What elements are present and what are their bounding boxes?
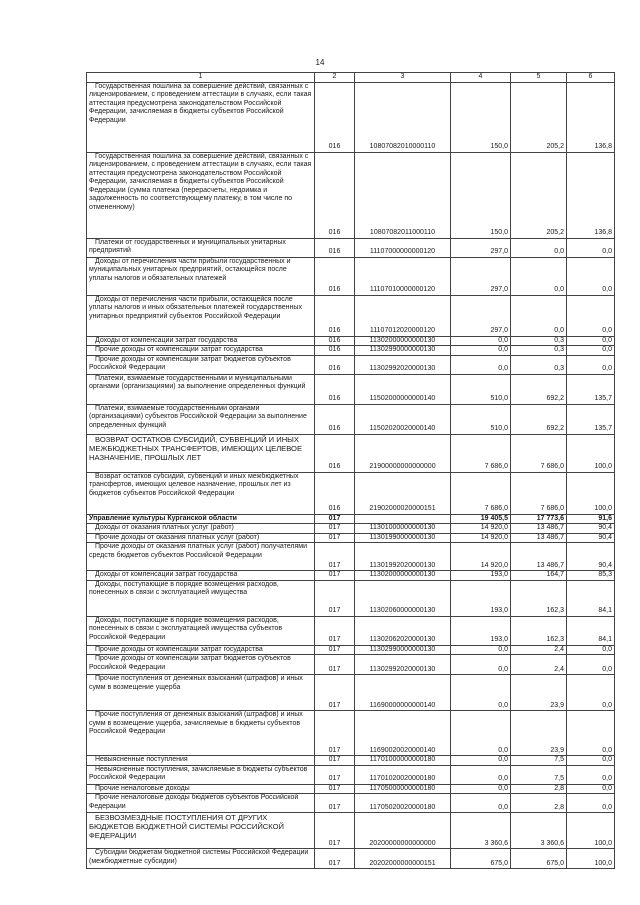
percent-cell: 90,4 — [567, 533, 615, 543]
classification-code-cell: 11302990000000130 — [355, 645, 451, 655]
classification-code-cell: 10807082011000110 — [355, 152, 451, 238]
plan-cell: 510,0 — [451, 404, 511, 434]
name-cell: Прочие доходы от компенсации затрат государства — [87, 645, 315, 655]
fact-cell: 0,3 — [511, 346, 567, 356]
plan-cell: 297,0 — [451, 295, 511, 336]
fact-cell: 692,2 — [511, 404, 567, 434]
fact-cell: 13 486,7 — [511, 533, 567, 543]
name-cell: Прочие неналоговые доходы бюджетов субъектов Российской Федерации — [87, 794, 315, 813]
revenue-table — [86, 72, 615, 869]
table-row — [87, 571, 615, 581]
admin-code-cell: 016 — [315, 257, 355, 295]
name-cell: БЕЗВОЗМЕЗДНЫЕ ПОСТУПЛЕНИЯ ОТ ДРУГИХ БЮДЖЕТОВ БЮДЖЕТНОЙ СИСТЕМЫ РОССИЙСКОЙ ФЕДЕРАЦИИ — [87, 813, 315, 849]
name-cell: ВОЗВРАТ ОСТАТКОВ СУБСИДИЙ, СУБВЕНЦИЙ И ИНЫХ МЕЖБЮДЖЕТНЫХ ТРАНСФЕРТОВ, ИМЕЮЩИХ ЦЕЛЕВОЕ НАЗНАЧЕНИЕ, ПРОШЛЫХ ЛЕТ — [87, 434, 315, 472]
percent-cell: 84,1 — [567, 616, 615, 645]
name-cell: Субсидии бюджетам бюджетной системы Российской Федерации (межбюджетные субсидии) — [87, 849, 315, 869]
table-row — [87, 257, 615, 295]
fact-cell: 7,5 — [511, 765, 567, 784]
table-row — [87, 533, 615, 543]
classification-code-cell: 11301990000000130 — [355, 533, 451, 543]
admin-code-cell: 017 — [315, 543, 355, 571]
fact-cell: 164,7 — [511, 571, 567, 581]
table-header-row — [87, 73, 615, 83]
name-cell: Платежи, взимаемые государственными органами (организациями) субъектов Российской Федерации за выполнение определенных функций — [87, 404, 315, 434]
percent-cell: 91,6 — [567, 514, 615, 524]
classification-code-cell: 11502000000000140 — [355, 374, 451, 404]
plan-cell: 14 920,0 — [451, 524, 511, 534]
plan-cell: 0,0 — [451, 784, 511, 794]
percent-cell: 136,8 — [567, 82, 615, 152]
name-cell: Прочие доходы от компенсации затрат государства — [87, 346, 315, 356]
table-row — [87, 756, 615, 766]
plan-cell: 150,0 — [451, 82, 511, 152]
percent-cell: 0,0 — [567, 765, 615, 784]
name-cell: Доходы, поступающие в порядке возмещения расходов, понесенных в связи с эксплуатацией имущества — [87, 580, 315, 616]
classification-code-cell: 10807082010000110 — [355, 82, 451, 152]
percent-cell: 100,0 — [567, 813, 615, 849]
admin-code-cell: 017 — [315, 711, 355, 756]
table-row — [87, 404, 615, 434]
classification-code-cell: 11701020020000180 — [355, 765, 451, 784]
admin-code-cell: 017 — [315, 514, 355, 524]
plan-cell: 297,0 — [451, 238, 511, 257]
admin-code-cell: 016 — [315, 404, 355, 434]
classification-code-cell: 11705020020000180 — [355, 794, 451, 813]
percent-cell: 0,0 — [567, 645, 615, 655]
page-number: 14 — [315, 58, 325, 67]
fact-cell: 692,2 — [511, 374, 567, 404]
plan-cell: 510,0 — [451, 374, 511, 404]
percent-cell: 0,0 — [567, 257, 615, 295]
percent-cell: 85,3 — [567, 571, 615, 581]
percent-cell: 84,1 — [567, 580, 615, 616]
table-row — [87, 374, 615, 404]
classification-code-cell: 11302000000000130 — [355, 336, 451, 346]
name-cell: Доходы от перечисления части прибыли, остающейся после уплаты налогов и иных обязательных платежей государственных унитарных предприятий субъектов Российской Федерации — [87, 295, 315, 336]
percent-cell: 136,8 — [567, 152, 615, 238]
classification-code-cell: 11301992020000130 — [355, 543, 451, 571]
name-cell: Прочие доходы от оказания платных услуг (работ) получателями средств бюджетов субъектов Российской Федерации — [87, 543, 315, 571]
classification-code-cell: 11701000000000180 — [355, 756, 451, 766]
percent-cell: 0,0 — [567, 784, 615, 794]
percent-cell: 135,7 — [567, 404, 615, 434]
plan-cell: 193,0 — [451, 580, 511, 616]
fact-cell: 0,0 — [511, 257, 567, 295]
classification-code-cell: 11302000000000130 — [355, 571, 451, 581]
name-cell: Государственная пошлина за совершение действий, связанных с лицензированием, с проведением аттестации в случаях, если такая аттестация предусмотрена законодательством Российской Федерации, зачисляемая в бюджеты субъектов Российской Федерации — [87, 82, 315, 152]
table-row — [87, 514, 615, 524]
table-row — [87, 849, 615, 869]
admin-code-cell: 017 — [315, 756, 355, 766]
name-cell: Прочие поступления от денежных взысканий (штрафов) и иных сумм в возмещение ущерба, зачисляемые в бюджеты субъектов Российской Федерации — [87, 711, 315, 756]
name-cell: Доходы от компенсации затрат государства — [87, 571, 315, 581]
table-row — [87, 784, 615, 794]
percent-cell: 90,4 — [567, 543, 615, 571]
admin-code-cell: 016 — [315, 346, 355, 356]
name-cell: Прочие доходы от оказания платных услуг (работ) — [87, 533, 315, 543]
name-cell: Платежи от государственных и муниципальных унитарных предприятий — [87, 238, 315, 257]
header-cell-6: 6 — [567, 73, 615, 83]
table-row — [87, 543, 615, 571]
name-cell: Управление культуры Курганской области — [87, 514, 315, 524]
plan-cell: 0,0 — [451, 756, 511, 766]
plan-cell: 0,0 — [451, 355, 511, 374]
plan-cell: 297,0 — [451, 257, 511, 295]
name-cell: Прочие неналоговые доходы — [87, 784, 315, 794]
classification-code-cell — [355, 514, 451, 524]
name-cell: Прочие поступления от денежных взысканий (штрафов) и иных сумм в возмещение ущерба — [87, 675, 315, 711]
name-cell: Доходы от оказания платных услуг (работ) — [87, 524, 315, 534]
classification-code-cell: 11302992020000130 — [355, 355, 451, 374]
table-row — [87, 655, 615, 675]
admin-code-cell: 016 — [315, 355, 355, 374]
admin-code-cell: 017 — [315, 784, 355, 794]
plan-cell: 0,0 — [451, 346, 511, 356]
classification-code-cell: 21900000000000000 — [355, 434, 451, 472]
classification-code-cell: 11502020020000140 — [355, 404, 451, 434]
plan-cell: 0,0 — [451, 675, 511, 711]
classification-code-cell: 11107012020000120 — [355, 295, 451, 336]
percent-cell: 100,0 — [567, 434, 615, 472]
classification-code-cell: 21902000020000151 — [355, 472, 451, 514]
table-row — [87, 675, 615, 711]
classification-code-cell: 11690020020000140 — [355, 711, 451, 756]
percent-cell: 0,0 — [567, 295, 615, 336]
name-cell: Прочие доходы от компенсации затрат бюджетов субъектов Российской Федерации — [87, 355, 315, 374]
plan-cell: 0,0 — [451, 765, 511, 784]
admin-code-cell: 017 — [315, 645, 355, 655]
admin-code-cell: 017 — [315, 533, 355, 543]
fact-cell: 162,3 — [511, 616, 567, 645]
classification-code-cell: 11302990000000130 — [355, 346, 451, 356]
classification-code-cell: 11302060000000130 — [355, 580, 451, 616]
plan-cell: 3 360,6 — [451, 813, 511, 849]
admin-code-cell: 017 — [315, 580, 355, 616]
name-cell: Доходы от перечисления части прибыли государственных и муниципальных унитарных предприятий, остающейся после уплаты налогов и обязательных платежей — [87, 257, 315, 295]
header-cell-3: 3 — [355, 73, 451, 83]
fact-cell: 2,4 — [511, 645, 567, 655]
percent-cell: 100,0 — [567, 472, 615, 514]
percent-cell: 0,0 — [567, 238, 615, 257]
name-cell: Прочие доходы от компенсации затрат бюджетов субъектов Российской Федерации — [87, 655, 315, 675]
plan-cell: 14 920,0 — [451, 533, 511, 543]
percent-cell: 0,0 — [567, 794, 615, 813]
fact-cell: 205,2 — [511, 152, 567, 238]
admin-code-cell: 016 — [315, 82, 355, 152]
fact-cell: 7 686,0 — [511, 434, 567, 472]
name-cell: Доходы, поступающие в порядке возмещения расходов, понесенных в связи с эксплуатацией имущества субъектов Российской Федерации — [87, 616, 315, 645]
admin-code-cell: 017 — [315, 675, 355, 711]
plan-cell: 7 686,0 — [451, 434, 511, 472]
percent-cell: 0,0 — [567, 346, 615, 356]
table-row — [87, 336, 615, 346]
percent-cell: 0,0 — [567, 675, 615, 711]
table-row — [87, 813, 615, 849]
admin-code-cell: 017 — [315, 571, 355, 581]
table-row — [87, 794, 615, 813]
table-row — [87, 238, 615, 257]
classification-code-cell: 11690000000000140 — [355, 675, 451, 711]
plan-cell: 14 920,0 — [451, 543, 511, 571]
fact-cell: 7,5 — [511, 756, 567, 766]
table-body — [87, 73, 615, 869]
plan-cell: 7 686,0 — [451, 472, 511, 514]
table-row — [87, 580, 615, 616]
admin-code-cell: 016 — [315, 434, 355, 472]
classification-code-cell: 20202000000000151 — [355, 849, 451, 869]
classification-code-cell: 20200000000000000 — [355, 813, 451, 849]
table-row — [87, 645, 615, 655]
name-cell: Доходы от компенсации затрат государства — [87, 336, 315, 346]
percent-cell: 0,0 — [567, 711, 615, 756]
fact-cell: 162,3 — [511, 580, 567, 616]
percent-cell: 0,0 — [567, 756, 615, 766]
classification-code-cell: 11107010000000120 — [355, 257, 451, 295]
plan-cell: 0,0 — [451, 645, 511, 655]
header-cell-5: 5 — [511, 73, 567, 83]
table-row — [87, 152, 615, 238]
fact-cell: 23,9 — [511, 711, 567, 756]
admin-code-cell: 016 — [315, 238, 355, 257]
fact-cell: 2,4 — [511, 655, 567, 675]
fact-cell: 13 486,7 — [511, 524, 567, 534]
plan-cell: 0,0 — [451, 794, 511, 813]
classification-code-cell: 11107000000000120 — [355, 238, 451, 257]
table-row — [87, 765, 615, 784]
admin-code-cell: 016 — [315, 336, 355, 346]
fact-cell: 0,3 — [511, 355, 567, 374]
fact-cell: 2,8 — [511, 784, 567, 794]
fact-cell: 0,0 — [511, 295, 567, 336]
admin-code-cell: 016 — [315, 295, 355, 336]
plan-cell: 0,0 — [451, 655, 511, 675]
fact-cell: 2,8 — [511, 794, 567, 813]
fact-cell: 17 773,6 — [511, 514, 567, 524]
table-row — [87, 472, 615, 514]
name-cell: Невыясненные поступления — [87, 756, 315, 766]
name-cell: Возврат остатков субсидий, субвенций и иных межбюджетных трансфертов, имеющих целевое назначение, прошлых лет из бюджетов субъектов Российской Федерации — [87, 472, 315, 514]
header-cell-2: 2 — [315, 73, 355, 83]
admin-code-cell: 017 — [315, 849, 355, 869]
plan-cell: 19 405,5 — [451, 514, 511, 524]
percent-cell: 0,0 — [567, 355, 615, 374]
header-cell-1: 1 — [87, 73, 315, 83]
fact-cell: 205,2 — [511, 82, 567, 152]
plan-cell: 193,0 — [451, 616, 511, 645]
admin-code-cell: 017 — [315, 616, 355, 645]
plan-cell: 150,0 — [451, 152, 511, 238]
plan-cell: 0,0 — [451, 336, 511, 346]
table-row — [87, 295, 615, 336]
admin-code-cell: 016 — [315, 152, 355, 238]
classification-code-cell: 11302062020000130 — [355, 616, 451, 645]
admin-code-cell: 017 — [315, 765, 355, 784]
percent-cell: 0,0 — [567, 336, 615, 346]
percent-cell: 100,0 — [567, 849, 615, 869]
percent-cell: 90,4 — [567, 524, 615, 534]
fact-cell: 675,0 — [511, 849, 567, 869]
table-row — [87, 346, 615, 356]
name-cell: Государственная пошлина за совершение действий, связанных с лицензированием, с проведением аттестации в случаях, если такая аттестация предусмотрена законодательством Российской Федерации, зачисляемая в бюджеты субъектов Российской Федерации (сумма платежа (перерасчеты, недоимка и задолженность по соответствующему платежу, в том числе по отмененному) — [87, 152, 315, 238]
plan-cell: 0,0 — [451, 711, 511, 756]
table-row — [87, 434, 615, 472]
admin-code-cell: 016 — [315, 374, 355, 404]
fact-cell: 3 360,6 — [511, 813, 567, 849]
classification-code-cell: 11705000000000180 — [355, 784, 451, 794]
plan-cell: 193,0 — [451, 571, 511, 581]
table-row — [87, 616, 615, 645]
fact-cell: 23,9 — [511, 675, 567, 711]
admin-code-cell: 017 — [315, 813, 355, 849]
table-row — [87, 524, 615, 534]
header-cell-4: 4 — [451, 73, 511, 83]
admin-code-cell: 017 — [315, 655, 355, 675]
table-row — [87, 82, 615, 152]
name-cell: Платежи, взимаемые государственными и муниципальными органами (организациями) за выполнение определенных функций — [87, 374, 315, 404]
plan-cell: 675,0 — [451, 849, 511, 869]
fact-cell: 0,3 — [511, 336, 567, 346]
percent-cell: 0,0 — [567, 655, 615, 675]
table-row — [87, 355, 615, 374]
fact-cell: 0,0 — [511, 238, 567, 257]
fact-cell: 13 486,7 — [511, 543, 567, 571]
fact-cell: 7 686,0 — [511, 472, 567, 514]
classification-code-cell: 11302992020000130 — [355, 655, 451, 675]
admin-code-cell: 016 — [315, 472, 355, 514]
admin-code-cell: 017 — [315, 524, 355, 534]
table-row — [87, 711, 615, 756]
name-cell: Невыясненные поступления, зачисляемые в бюджеты субъектов Российской Федерации — [87, 765, 315, 784]
percent-cell: 135,7 — [567, 374, 615, 404]
admin-code-cell: 017 — [315, 794, 355, 813]
classification-code-cell: 11301000000000130 — [355, 524, 451, 534]
